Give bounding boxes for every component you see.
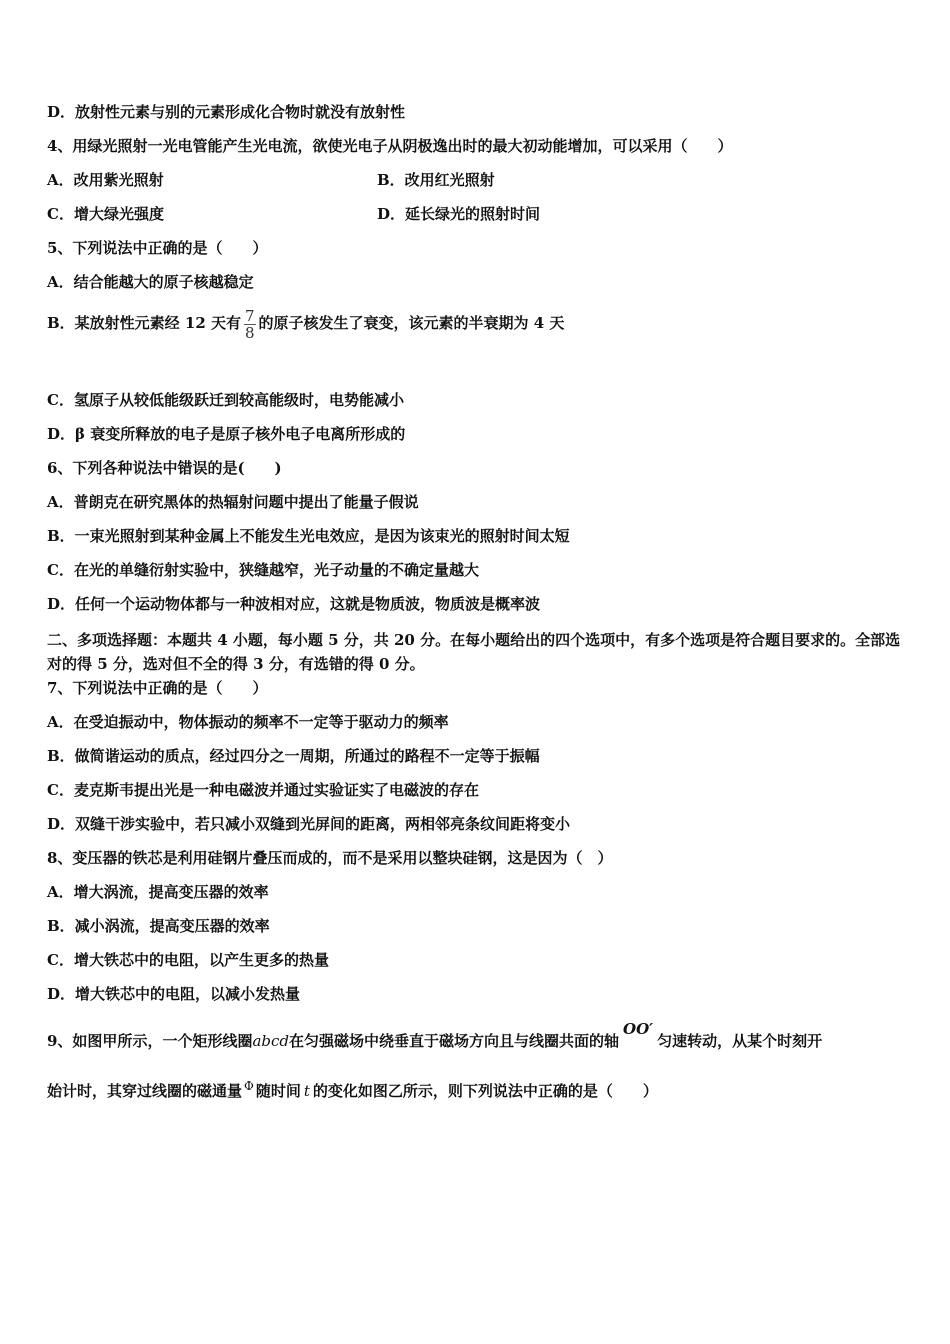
q7-stem: 7、下列说法中正确的是（ ） — [47, 679, 268, 697]
q5-option-b-text-post: 的原子核发生了衰变，该元素的半衰期为 4 天 — [258, 314, 565, 332]
q7-option-d: D．双缝干涉实验中，若只减小双缝到光屏间的距离，两相邻亮条纹间距将变小 — [47, 815, 571, 833]
q8-stem: 8、变压器的铁芯是利用硅钢片叠压而成的，而不是采用以整块硅钢，这是因为（ ） — [47, 849, 613, 867]
q5-stem: 5、下列说法中正确的是（ ） — [47, 239, 268, 257]
q9-text-4: 始计时，其穿过线圈的磁通量 — [47, 1082, 243, 1100]
q9-text-5: 随时间 — [255, 1082, 301, 1100]
q9-time-symbol: t — [303, 1082, 310, 1100]
q6-option-b: B．一束光照射到某种金属上不能发生光电效应，是因为该束光的照射时间太短 — [47, 527, 570, 545]
q9-text-6: 的变化如图乙所示，则下列说法中正确的是（ ） — [312, 1082, 658, 1100]
q9-text-3: 匀速转动，从某个时刻开 — [657, 1032, 823, 1050]
q5-option-c: C．氢原子从较低能级跃迁到较高能级时，电势能减小 — [47, 391, 404, 409]
fraction-denominator: 8 — [245, 323, 255, 342]
fraction — [244, 308, 256, 341]
q8-option-a: A．增大涡流，提高变压器的效率 — [47, 883, 269, 901]
q4-option-a: A．改用紫光照射 — [47, 171, 164, 189]
q9-coil-label: abcd — [252, 1032, 290, 1050]
q8-option-d: D．增大铁芯中的电阻，以减小发热量 — [47, 985, 301, 1003]
q5-option-b — [47, 306, 564, 341]
q9-stem-line1 — [47, 1020, 823, 1051]
q5-option-d: D．β 衰变所释放的电子是原子核外电子电离所形成的 — [47, 425, 406, 443]
q6-option-c: C．在光的单缝衍射实验中，狭缝越窄，光子动量的不确定量越大 — [47, 561, 479, 579]
q7-option-c: C．麦克斯韦提出光是一种电磁波并通过实验证实了电磁波的存在 — [47, 781, 479, 799]
q4-option-c: C．增大绿光强度 — [47, 205, 164, 223]
q3-option-d: D．放射性元素与别的元素形成化合物时就没有放射性 — [47, 103, 406, 121]
section-2-heading: 二、多项选择题：本题共 4 小题，每小题 5 分，共 20 分。在每小题给出的四个选项中，有多个选项是符合题目要求的。全部选对的得 5 分，选对但不全的得 3 分，有选错的得 0 分。 — [47, 631, 901, 673]
q8-option-c: C．增大铁芯中的电阻，以产生更多的热量 — [47, 951, 329, 969]
q6-option-d: D．任何一个运动物体都与一种波相对应，这就是物质波，物质波是概率波 — [47, 595, 541, 613]
q4-stem: 4、用绿光照射一光电管能产生光电流，欲使光电子从阴极逸出时的最大初动能增加，可以采用（ ） — [47, 137, 733, 155]
q6-option-a: A．普朗克在研究黑体的热辐射问题中提出了能量子假说 — [47, 493, 419, 511]
q9-axis-symbol: OO′ — [623, 1020, 654, 1038]
q8-option-b: B．减小涡流，提高变压器的效率 — [47, 917, 270, 935]
q5-option-b-text-pre: B．某放射性元素经 12 天有 — [47, 314, 241, 332]
q4-option-d: D．延长绿光的照射时间 — [377, 205, 541, 223]
q4-option-b: B．改用红光照射 — [377, 171, 495, 189]
q7-option-a: A．在受迫振动中，物体振动的频率不一定等于驱动力的频率 — [47, 713, 449, 731]
fraction-numerator: 7 — [245, 306, 255, 325]
q9-text-1: 9、如图甲所示，一个矩形线圈 — [47, 1032, 253, 1050]
q6-stem: 6、下列各种说法中错误的是( ) — [47, 459, 282, 477]
q7-option-b: B．做简谐运动的质点，经过四分之一周期，所通过的路程不一定等于振幅 — [47, 747, 540, 765]
q9-text-2: 在匀强磁场中绕垂直于磁场方向且与线圈共面的轴 — [289, 1032, 620, 1050]
q9-flux-symbol: Φ — [244, 1079, 254, 1093]
q5-option-a: A．结合能越大的原子核越稳定 — [47, 273, 254, 291]
q9-stem-line2 — [47, 1081, 658, 1102]
